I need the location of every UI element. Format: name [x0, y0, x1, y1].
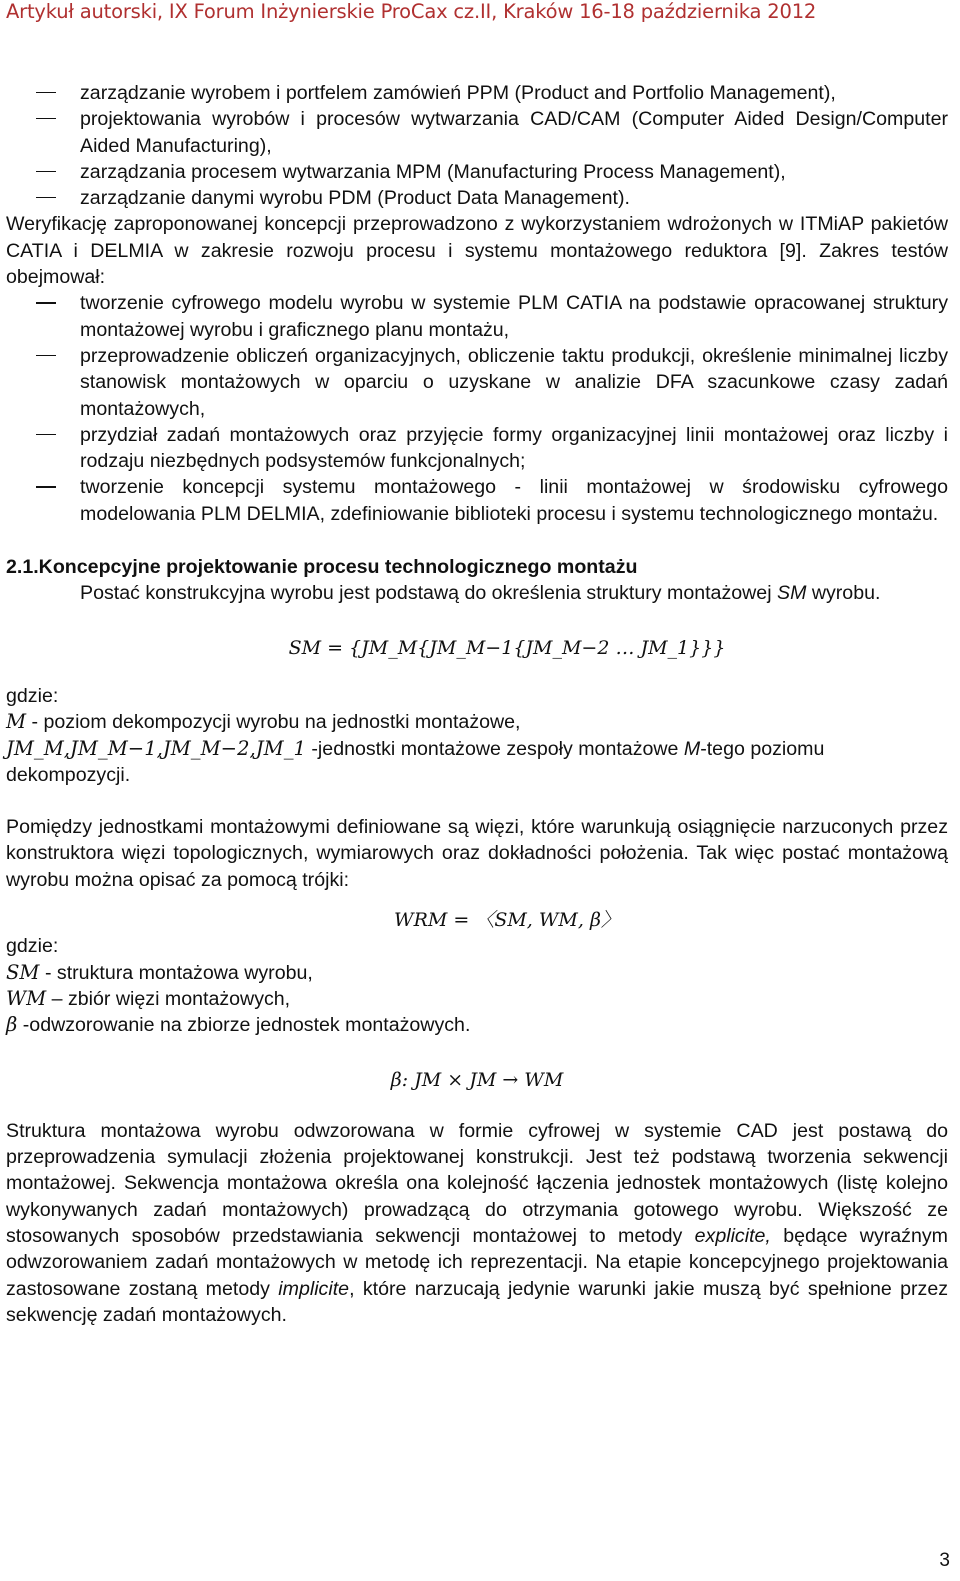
paragraph-final-part1: Struktura montażowa wyrobu odwzorowana w formie cyfrowej w systemie CAD jest postawą do przeprowadzenia symulacji złożenia projektowanej konstrukcji. Jest też podstawą tworzenia sekwencji montażowej. Sekwencja montażowa określa ona kolejność łączenia jednostek montażowych (listę kolejno wykonywanych zadań montażowych) prowadzącą do otrzymania gotowego wyrobu. Większość ze stosowanych sposobów przedstawiania sekwencji montażowej to metody [6, 1119, 948, 1247]
paragraph-form-end: wyrobu. [806, 582, 881, 605]
term-implicite: implicite [278, 1277, 350, 1300]
sm-symbol: SM [777, 582, 807, 605]
formula-sm [6, 635, 948, 661]
definition-sm [6, 960, 948, 986]
list-item: zarządzania procesem wytwarzania MPM (Manufacturing Process Management), [6, 159, 948, 185]
formula-wrm-text: WRM = 〈SM, WM, β〉 [394, 909, 620, 932]
document-body [6, 80, 948, 1328]
paragraph-final-part2: będące wyraźnym odwzorowaniem zadań montażowych w metodę ich reprezentacji. Na etapie koncepcyjnego projektowania zastosowane zostaną metody [6, 1224, 948, 1300]
formula-wrm [6, 907, 948, 933]
symbol-sm: SM [6, 960, 40, 984]
definition-jm [6, 736, 948, 789]
definition-jm-text: -jednostki montażowe zespoły montażowe [305, 737, 684, 760]
paragraph-final-part3: , które narzucają jedynie warunki jakie muszą być spełnione przez sekwencję zadań montażowych. [6, 1277, 949, 1326]
list-item: projektowania wyrobów i procesów wytwarzania CAD/CAM (Computer Aided Design/Computer Aided Manufacturing), [6, 106, 948, 159]
gdzie-label: gdzie: [6, 684, 59, 707]
definition-sm-text: - struktura montażowa wyrobu, [39, 961, 313, 984]
list-item: tworzenie koncepcji systemu montażowego - linii montażowej w środowisku cyfrowego modelowania PLM DELMIA, zdefiniowanie biblioteki procesu i systemu technologicznego montażu. [6, 474, 948, 527]
list-item: tworzenie cyfrowego modelu wyrobu w systemie PLM CATIA na podstawie opracowanej struktury montażowej wyrobu i graficznego planu montażu, [6, 290, 948, 343]
symbol-m-italic: M [683, 737, 701, 760]
page-number: 3 [939, 1550, 950, 1571]
section-heading: 2.1.Koncepcyjne projektowanie procesu technologicznego montażu [6, 556, 638, 579]
symbol-wm: WM [6, 986, 47, 1010]
list-item: przeprowadzenie obliczeń organizacyjnych, obliczenie taktu produkcji, określenie minimalnej liczby stanowisk montażowych w oparciu o uzyskane w analizie DFA szacunkowe czasy zadań montażowych, [6, 343, 948, 422]
definition-beta [6, 1012, 948, 1038]
page-header: Artykuł autorski, IX Forum Inżynierskie ProCax cz.II, Kraków 16-18 października 2012 [6, 0, 817, 23]
symbol-m: M [6, 710, 27, 734]
gdzie-label: gdzie: [6, 935, 59, 958]
list-item: zarządzanie danymi wyrobu PDM (Product Data Management). [6, 185, 948, 211]
symbol-beta: β [6, 1013, 18, 1037]
formula-beta-text: β: JM × JM → WM [390, 1068, 564, 1091]
definition-m [6, 709, 948, 735]
term-explicite: explicite, [694, 1224, 771, 1247]
definition-wm-text: – zbiór więzi montażowych, [46, 987, 291, 1010]
paragraph-form [6, 580, 948, 606]
list-item: zarządzanie wyrobem i portfelem zamówień PPM (Product and Portfolio Management), [6, 80, 948, 106]
list-item: przydział zadań montażowych oraz przyjęcie formy organizacyjnej linii montażowej oraz liczby i rodzaju niezbędnych podsystemów funkcjonalnych; [6, 422, 948, 475]
definition-jm-end: -tego poziomu dekompozycji. [6, 737, 825, 786]
symbol-jm: JM_M,JM_M−1,JM_M−2,JM_1 [6, 736, 306, 760]
formula-sm-text: SM = {JM_M{JM_M−1{JM_M−2 … JM_1}}} [288, 636, 726, 659]
definition-beta-text: -odwzorowanie na zbiorze jednostek montażowych. [17, 1014, 471, 1037]
paragraph-final [6, 1118, 948, 1328]
definition-wm [6, 986, 948, 1012]
paragraph-verification: Weryfikację zaproponowanej koncepcji przeprowadzono z wykorzystaniem wdrożonych w ITMiAP pakietów CATIA i DELMIA w zakresie rozwoju procesu i systemu montażowego reduktora [9]. Zakres testów obejmował: [6, 213, 948, 289]
paragraph-constraints: Pomiędzy jednostkami montażowymi definiowane są więzi, które warunkują osiągnięcie narzuconych przez konstruktora więzi topologicznych, wymiarowych oraz dokładności położenia. Tak więc postać montażową wyrobu można opisać za pomocą trójki: [6, 816, 948, 891]
paragraph-form-text: Postać konstrukcyjna wyrobu jest podstawą do określenia struktury montażowej [80, 582, 777, 605]
formula-beta [6, 1067, 948, 1093]
definition-m-text: - poziom dekompozycji wyrobu na jednostki montażowe, [26, 711, 521, 734]
